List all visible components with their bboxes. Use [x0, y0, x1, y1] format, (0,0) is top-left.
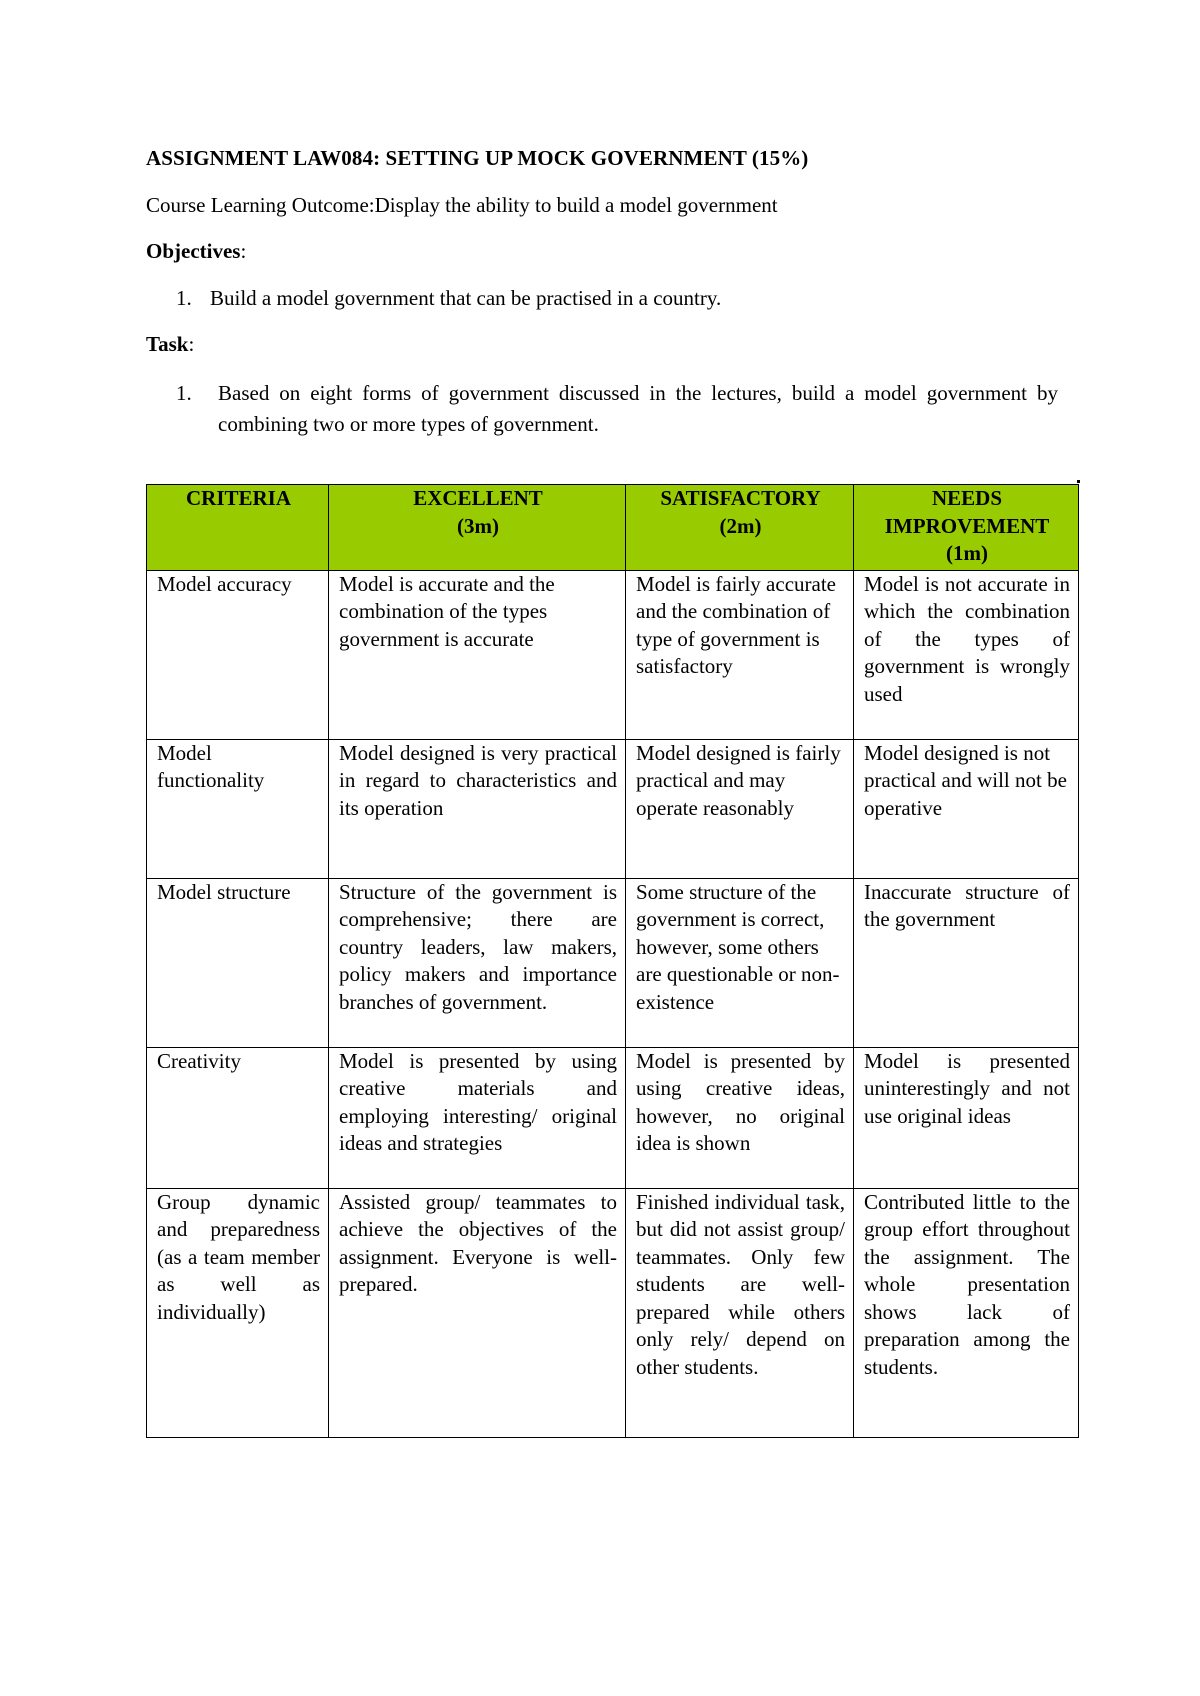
table-row [147, 1047, 1079, 1188]
objective-number: 1. [176, 286, 192, 310]
excellent-cell: Model is presented by using creative materials and employing interesting/ original ideas and strategies [329, 1047, 626, 1188]
task-text: Based on eight forms of government discussed in the lectures, build a model government by combining two or more types of government. [218, 381, 1058, 436]
table-corner-mark [1077, 480, 1080, 483]
criteria-cell: Model structure [147, 878, 329, 1047]
criteria-cell: Creativity [147, 1047, 329, 1188]
objectives-heading-colon: : [240, 239, 247, 263]
course-learning-outcome: Course Learning Outcome:Display the ability to build a model government [146, 193, 778, 217]
objective-text: Build a model government that can be practised in a country. [210, 286, 722, 310]
objectives-heading [146, 239, 246, 264]
header-needs-line3: (1m) [946, 541, 988, 565]
task-number: 1. [176, 381, 192, 405]
objectives-heading-label: Objectives [146, 239, 241, 263]
objective-item [176, 286, 721, 311]
excellent-cell: Model is accurate and the combination of the types government is accurate [329, 570, 626, 739]
table-row [147, 1188, 1079, 1437]
needs-improvement-cell: Inaccurate structure of the government [854, 878, 1079, 1047]
satisfactory-cell: Finished individual task, but did not assist group/ teammates. Only few students are well- prepared while others only rely/ depend on other students. [626, 1188, 854, 1437]
header-needs-line1: NEEDS [931, 486, 1003, 510]
criteria-cell: Group dynamic and preparedness (as a team member as well as individually) [147, 1188, 329, 1437]
needs-improvement-cell: Model designed is not practical and will not be operative [854, 739, 1079, 878]
criteria-cell: Model functionality [147, 739, 329, 878]
header-excellent-line2: (3m) [457, 513, 499, 538]
task-heading-label: Task [146, 332, 189, 356]
header-satisfactory-line1: SATISFACTORY [660, 486, 821, 510]
header-criteria [147, 485, 329, 571]
header-satisfactory-line2: (2m) [719, 513, 762, 538]
satisfactory-cell: Model designed is fairly practical and may operate reasonably [626, 739, 854, 878]
excellent-cell: Structure of the government is comprehensive; there are country leaders, law makers, policy makers and importance branches of government. [329, 878, 626, 1047]
assignment-title: ASSIGNMENT LAW084: SETTING UP MOCK GOVERNMENT (15%) [146, 146, 809, 170]
satisfactory-cell: Model is presented by using creative ideas, however, no original idea is shown [626, 1047, 854, 1188]
rubric-table [146, 484, 1079, 1438]
needs-improvement-cell: Contributed little to the group effort throughout the assignment. The whole presentation shows lack of preparation among the students. [854, 1188, 1079, 1437]
header-excellent [329, 485, 626, 571]
header-satisfactory [626, 485, 854, 571]
excellent-cell: Model designed is very practical in regard to characteristics and its operation [329, 739, 626, 878]
header-needs-improvement [854, 485, 1079, 571]
task-heading-colon: : [188, 332, 195, 356]
table-row [147, 739, 1079, 878]
needs-improvement-cell: Model is presented uninterestingly and not use original ideas [854, 1047, 1079, 1188]
needs-improvement-cell: Model is not accurate in which the combination of the types of government is wrongly used [854, 570, 1079, 739]
satisfactory-cell: Some structure of the government is correct, however, some others are questionable or non-existence [626, 878, 854, 1047]
table-row [147, 878, 1079, 1047]
table-row [147, 570, 1079, 739]
header-criteria-line1: CRITERIA [185, 486, 292, 510]
rubric-header-row [147, 485, 1079, 571]
excellent-cell: Assisted group/ teammates to achieve the objectives of the assignment. Everyone is well-prepared. [329, 1188, 626, 1437]
header-excellent-line1: EXCELLENT [413, 486, 543, 510]
task-heading [146, 332, 194, 357]
task-item [176, 378, 1058, 440]
satisfactory-cell: Model is fairly accurate and the combination of type of government is satisfactory [626, 570, 854, 739]
criteria-cell: Model accuracy [147, 570, 329, 739]
header-needs-line2: IMPROVEMENT [884, 513, 1050, 538]
